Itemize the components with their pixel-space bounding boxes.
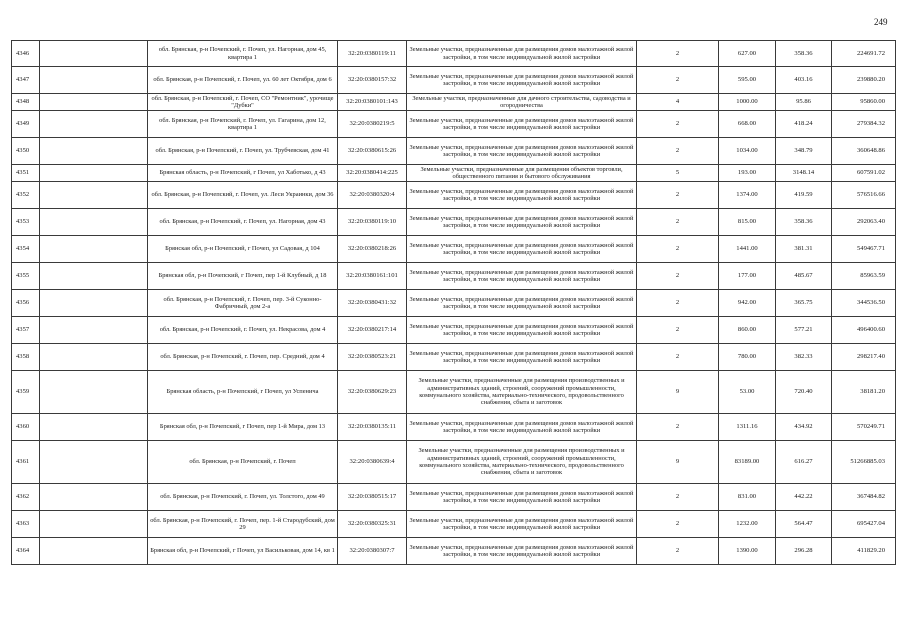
address-cell: обл. Брянская, р-н Почепский, г. Почеп, СО "Ремонтник", урочище "Дубки" <box>148 94 338 111</box>
land-use-cell: Земельные участки, предназначенные для размещения домов малоэтажной жилой застройки, в том числе индивидуальной жилой застройки <box>407 290 637 317</box>
row-number: 4360 <box>12 414 40 441</box>
table-row <box>12 263 896 290</box>
group-cell: 9 <box>637 371 719 414</box>
area-cell: 193.00 <box>719 165 776 182</box>
group-cell: 2 <box>637 138 719 165</box>
land-use-cell: Земельные участки, предназначенные для размещения домов малоэтажной жилой застройки, в том числе индивидуальной жилой застройки <box>407 41 637 67</box>
land-use-cell: Земельные участки, предназначенные для размещения домов малоэтажной жилой застройки, в том числе индивидуальной жилой застройки <box>407 236 637 263</box>
group-cell: 2 <box>637 209 719 236</box>
cadastral-number-cell: 32:20:0380523:21 <box>338 344 407 371</box>
cadastral-number-cell: 32:20:0380101:143 <box>338 94 407 111</box>
group-cell: 2 <box>637 111 719 138</box>
address-cell: Брянская обл, р-н Почепский, г Почеп, ул Васильковая, дом 14, кв 1 <box>148 538 338 565</box>
area-cell: 1000.00 <box>719 94 776 111</box>
specific-value-cell: 720.40 <box>776 371 832 414</box>
address-cell: обл. Брянская, р-н Почепский, г. Почеп, ул. Нагорная, дом 43 <box>148 209 338 236</box>
cadastral-value-cell: 85963.59 <box>832 263 896 290</box>
address-cell: обл. Брянская, р-н Почепский, г. Почеп, ул. Леси Украинки, дом 36 <box>148 182 338 209</box>
cadastral-value-cell: 576516.66 <box>832 182 896 209</box>
cadastral-value-cell: 607591.02 <box>832 165 896 182</box>
land-use-cell: Земельные участки, предназначенные для размещения производственных и административных зданий, строений, сооружений промышленности, коммунального хозяйства, материально-технического, продовольственного снабжения, сбыта и заготовок <box>407 371 637 414</box>
land-use-cell: Земельные участки, предназначенные для размещения домов малоэтажной жилой застройки, в том числе индивидуальной жилой застройки <box>407 111 637 138</box>
empty-cell <box>40 41 148 67</box>
row-number: 4361 <box>12 441 40 484</box>
land-use-cell: Земельные участки, предназначенные для размещения домов малоэтажной жилой застройки, в том числе индивидуальной жилой застройки <box>407 209 637 236</box>
table-row <box>12 511 896 538</box>
cadastral-value-cell: 570249.71 <box>832 414 896 441</box>
area-cell: 177.00 <box>719 263 776 290</box>
cadastral-value-cell: 411829.20 <box>832 538 896 565</box>
address-cell: обл. Брянская, р-н Почепский, г. Почеп, ул. Трубчевская, дом 41 <box>148 138 338 165</box>
table-row <box>12 209 896 236</box>
table-row <box>12 441 896 484</box>
area-cell: 1390.00 <box>719 538 776 565</box>
table-row <box>12 538 896 565</box>
empty-cell <box>40 67 148 94</box>
table-row <box>12 317 896 344</box>
empty-cell <box>40 263 148 290</box>
address-cell: обл. Брянская, р-н Почепский, г. Почеп, пер. 3-й Суконно-Фабричный, дом 2-а <box>148 290 338 317</box>
row-number: 4349 <box>12 111 40 138</box>
row-number: 4346 <box>12 41 40 67</box>
specific-value-cell: 616.27 <box>776 441 832 484</box>
specific-value-cell: 485.67 <box>776 263 832 290</box>
row-number: 4350 <box>12 138 40 165</box>
specific-value-cell: 95.86 <box>776 94 832 111</box>
specific-value-cell: 403.16 <box>776 67 832 94</box>
cadastral-number-cell: 32:20:0380219:5 <box>338 111 407 138</box>
group-cell: 2 <box>637 344 719 371</box>
group-cell: 2 <box>637 182 719 209</box>
address-cell: Брянская обл, р-н Почепский, г Почеп, пер 1-й Мира, дом 13 <box>148 414 338 441</box>
row-number: 4351 <box>12 165 40 182</box>
cadastral-number-cell: 32:20:0380515:17 <box>338 484 407 511</box>
area-cell: 831.00 <box>719 484 776 511</box>
cadastral-value-cell: 224691.72 <box>832 41 896 67</box>
table-row <box>12 111 896 138</box>
cadastral-number-cell: 32:20:0380320:4 <box>338 182 407 209</box>
cadastral-number-cell: 32:20:0380161:101 <box>338 263 407 290</box>
row-number: 4347 <box>12 67 40 94</box>
table-row <box>12 344 896 371</box>
area-cell: 627.00 <box>719 41 776 67</box>
address-cell: обл. Брянская, р-н Почепский, г. Почеп, ул. 60 лет Октября, дом 6 <box>148 67 338 94</box>
area-cell: 780.00 <box>719 344 776 371</box>
page-number: 249 <box>874 17 888 27</box>
empty-cell <box>40 538 148 565</box>
cadastral-number-cell: 32:20:0380414:225 <box>338 165 407 182</box>
row-number: 4352 <box>12 182 40 209</box>
row-number: 4359 <box>12 371 40 414</box>
cadastral-value-cell: 344536.50 <box>832 290 896 317</box>
address-cell: обл. Брянская, р-н Почепский, г. Почеп, ул. Гагарина, дом 12, квартира 1 <box>148 111 338 138</box>
cadastral-value-cell: 95860.00 <box>832 94 896 111</box>
cadastral-number-cell: 32:20:0380119:10 <box>338 209 407 236</box>
table-row <box>12 236 896 263</box>
specific-value-cell: 418.24 <box>776 111 832 138</box>
group-cell: 2 <box>637 317 719 344</box>
address-cell: Брянская обл, р-н Почепский, г Почеп, пер 1-й Клубный, д 18 <box>148 263 338 290</box>
cadastral-number-cell: 32:20:0380615:26 <box>338 138 407 165</box>
cadastral-number-cell: 32:20:0380135:11 <box>338 414 407 441</box>
table-body <box>12 41 896 565</box>
area-cell: 595.00 <box>719 67 776 94</box>
cadastral-value-cell: 549467.71 <box>832 236 896 263</box>
group-cell: 9 <box>637 441 719 484</box>
area-cell: 53.00 <box>719 371 776 414</box>
group-cell: 2 <box>637 263 719 290</box>
specific-value-cell: 442.22 <box>776 484 832 511</box>
land-use-cell: Земельные участки, предназначенные для размещения домов малоэтажной жилой застройки, в том числе индивидуальной жилой застройки <box>407 344 637 371</box>
empty-cell <box>40 138 148 165</box>
empty-cell <box>40 165 148 182</box>
cadastral-value-cell: 38181.20 <box>832 371 896 414</box>
specific-value-cell: 434.92 <box>776 414 832 441</box>
land-use-cell: Земельные участки, предназначенные для дачного строительства, садоводства и огородничества <box>407 94 637 111</box>
address-cell: обл. Брянская, р-н Почепский, г. Почеп, ул. Толстого, дом 49 <box>148 484 338 511</box>
cadastral-value-cell: 51266885.03 <box>832 441 896 484</box>
address-cell: Брянская область, р-н Почепский, г Почеп, ул Хаботько, д 43 <box>148 165 338 182</box>
cadastral-value-cell: 279384.32 <box>832 111 896 138</box>
group-cell: 5 <box>637 165 719 182</box>
specific-value-cell: 296.28 <box>776 538 832 565</box>
specific-value-cell: 358.36 <box>776 41 832 67</box>
row-number: 4364 <box>12 538 40 565</box>
specific-value-cell: 382.33 <box>776 344 832 371</box>
area-cell: 815.00 <box>719 209 776 236</box>
table-row <box>12 138 896 165</box>
area-cell: 860.00 <box>719 317 776 344</box>
row-number: 4362 <box>12 484 40 511</box>
cadastral-value-cell: 695427.04 <box>832 511 896 538</box>
address-cell: Брянская обл, р-н Почепский, г Почеп, ул Садовая, д 104 <box>148 236 338 263</box>
cadastral-number-cell: 32:20:0380218:26 <box>338 236 407 263</box>
cadastral-value-cell: 298217.40 <box>832 344 896 371</box>
empty-cell <box>40 182 148 209</box>
row-number: 4355 <box>12 263 40 290</box>
cadastral-value-cell: 496400.60 <box>832 317 896 344</box>
address-cell: обл. Брянская, р-н Почепский, г. Почеп, ул. Нагорная, дом 45, квартира 1 <box>148 41 338 67</box>
empty-cell <box>40 236 148 263</box>
cadastral-number-cell: 32:20:0380629:23 <box>338 371 407 414</box>
land-use-cell: Земельные участки, предназначенные для размещения домов малоэтажной жилой застройки, в том числе индивидуальной жилой застройки <box>407 138 637 165</box>
cadastral-value-cell: 360648.86 <box>832 138 896 165</box>
row-number: 4363 <box>12 511 40 538</box>
row-number: 4356 <box>12 290 40 317</box>
cadastral-value-cell: 367484.82 <box>832 484 896 511</box>
row-number: 4353 <box>12 209 40 236</box>
row-number: 4354 <box>12 236 40 263</box>
group-cell: 2 <box>637 511 719 538</box>
cadastral-value-table <box>11 40 896 565</box>
cadastral-number-cell: 32:20:0380217:14 <box>338 317 407 344</box>
row-number: 4357 <box>12 317 40 344</box>
cadastral-number-cell: 32:20:0380307:7 <box>338 538 407 565</box>
specific-value-cell: 577.21 <box>776 317 832 344</box>
table-row <box>12 67 896 94</box>
land-use-cell: Земельные участки, предназначенные для размещения домов малоэтажной жилой застройки, в том числе индивидуальной жилой застройки <box>407 182 637 209</box>
group-cell: 2 <box>637 414 719 441</box>
group-cell: 2 <box>637 41 719 67</box>
address-cell: обл. Брянская, р-н Почепский, г. Почеп, пер. Средний, дом 4 <box>148 344 338 371</box>
table-row <box>12 414 896 441</box>
cadastral-number-cell: 32:20:0380157:32 <box>338 67 407 94</box>
group-cell: 2 <box>637 290 719 317</box>
row-number: 4358 <box>12 344 40 371</box>
area-cell: 1311.16 <box>719 414 776 441</box>
empty-cell <box>40 290 148 317</box>
group-cell: 2 <box>637 538 719 565</box>
area-cell: 942.00 <box>719 290 776 317</box>
table-row <box>12 41 896 67</box>
area-cell: 1441.00 <box>719 236 776 263</box>
cadastral-value-cell: 239880.20 <box>832 67 896 94</box>
empty-cell <box>40 111 148 138</box>
land-use-cell: Земельные участки, предназначенные для размещения домов малоэтажной жилой застройки, в том числе индивидуальной жилой застройки <box>407 414 637 441</box>
area-cell: 1374.00 <box>719 182 776 209</box>
group-cell: 2 <box>637 67 719 94</box>
specific-value-cell: 3148.14 <box>776 165 832 182</box>
land-use-cell: Земельные участки, предназначенные для размещения домов малоэтажной жилой застройки, в том числе индивидуальной жилой застройки <box>407 263 637 290</box>
address-cell: обл. Брянская, р-н Почепский, г. Почеп, ул. Некрасова, дом 4 <box>148 317 338 344</box>
area-cell: 1034.00 <box>719 138 776 165</box>
row-number: 4348 <box>12 94 40 111</box>
specific-value-cell: 564.47 <box>776 511 832 538</box>
land-use-cell: Земельные участки, предназначенные для размещения объектов торговли, общественного питания и бытового обслуживания <box>407 165 637 182</box>
table-row <box>12 165 896 182</box>
land-use-cell: Земельные участки, предназначенные для размещения производственных и административных зданий, строений, сооружений промышленности, коммунального хозяйства, материально-технического, продовольственного снабжения, сбыта и заготовок <box>407 441 637 484</box>
address-cell: обл. Брянская, р-н Почепский, г. Почеп, пер. 1-й Стародубский, дом 29 <box>148 511 338 538</box>
address-cell: Брянская область, р-н Почепский, г Почеп, ул Успенича <box>148 371 338 414</box>
cadastral-number-cell: 32:20:0380119:11 <box>338 41 407 67</box>
cadastral-number-cell: 32:20:0380431:32 <box>338 290 407 317</box>
empty-cell <box>40 94 148 111</box>
address-cell: обл. Брянская, р-н Почепский, г. Почеп <box>148 441 338 484</box>
specific-value-cell: 358.36 <box>776 209 832 236</box>
specific-value-cell: 381.31 <box>776 236 832 263</box>
land-use-cell: Земельные участки, предназначенные для размещения домов малоэтажной жилой застройки, в том числе индивидуальной жилой застройки <box>407 317 637 344</box>
specific-value-cell: 348.79 <box>776 138 832 165</box>
empty-cell <box>40 371 148 414</box>
group-cell: 2 <box>637 236 719 263</box>
area-cell: 668.00 <box>719 111 776 138</box>
cadastral-value-cell: 292063.40 <box>832 209 896 236</box>
area-cell: 1232.00 <box>719 511 776 538</box>
cadastral-number-cell: 32:20:0380639:4 <box>338 441 407 484</box>
empty-cell <box>40 511 148 538</box>
empty-cell <box>40 209 148 236</box>
land-use-cell: Земельные участки, предназначенные для размещения домов малоэтажной жилой застройки, в том числе индивидуальной жилой застройки <box>407 67 637 94</box>
group-cell: 4 <box>637 94 719 111</box>
land-use-cell: Земельные участки, предназначенные для размещения домов малоэтажной жилой застройки, в том числе индивидуальной жилой застройки <box>407 484 637 511</box>
specific-value-cell: 365.75 <box>776 290 832 317</box>
empty-cell <box>40 484 148 511</box>
table-row <box>12 182 896 209</box>
land-use-cell: Земельные участки, предназначенные для размещения домов малоэтажной жилой застройки, в том числе индивидуальной жилой застройки <box>407 511 637 538</box>
empty-cell <box>40 414 148 441</box>
cadastral-number-cell: 32:20:0380325:31 <box>338 511 407 538</box>
table-row <box>12 371 896 414</box>
group-cell: 2 <box>637 484 719 511</box>
empty-cell <box>40 344 148 371</box>
empty-cell <box>40 317 148 344</box>
table-row <box>12 290 896 317</box>
area-cell: 83189.00 <box>719 441 776 484</box>
table-row <box>12 484 896 511</box>
empty-cell <box>40 441 148 484</box>
land-use-cell: Земельные участки, предназначенные для размещения домов малоэтажной жилой застройки, в том числе индивидуальной жилой застройки <box>407 538 637 565</box>
specific-value-cell: 419.59 <box>776 182 832 209</box>
table-row <box>12 94 896 111</box>
